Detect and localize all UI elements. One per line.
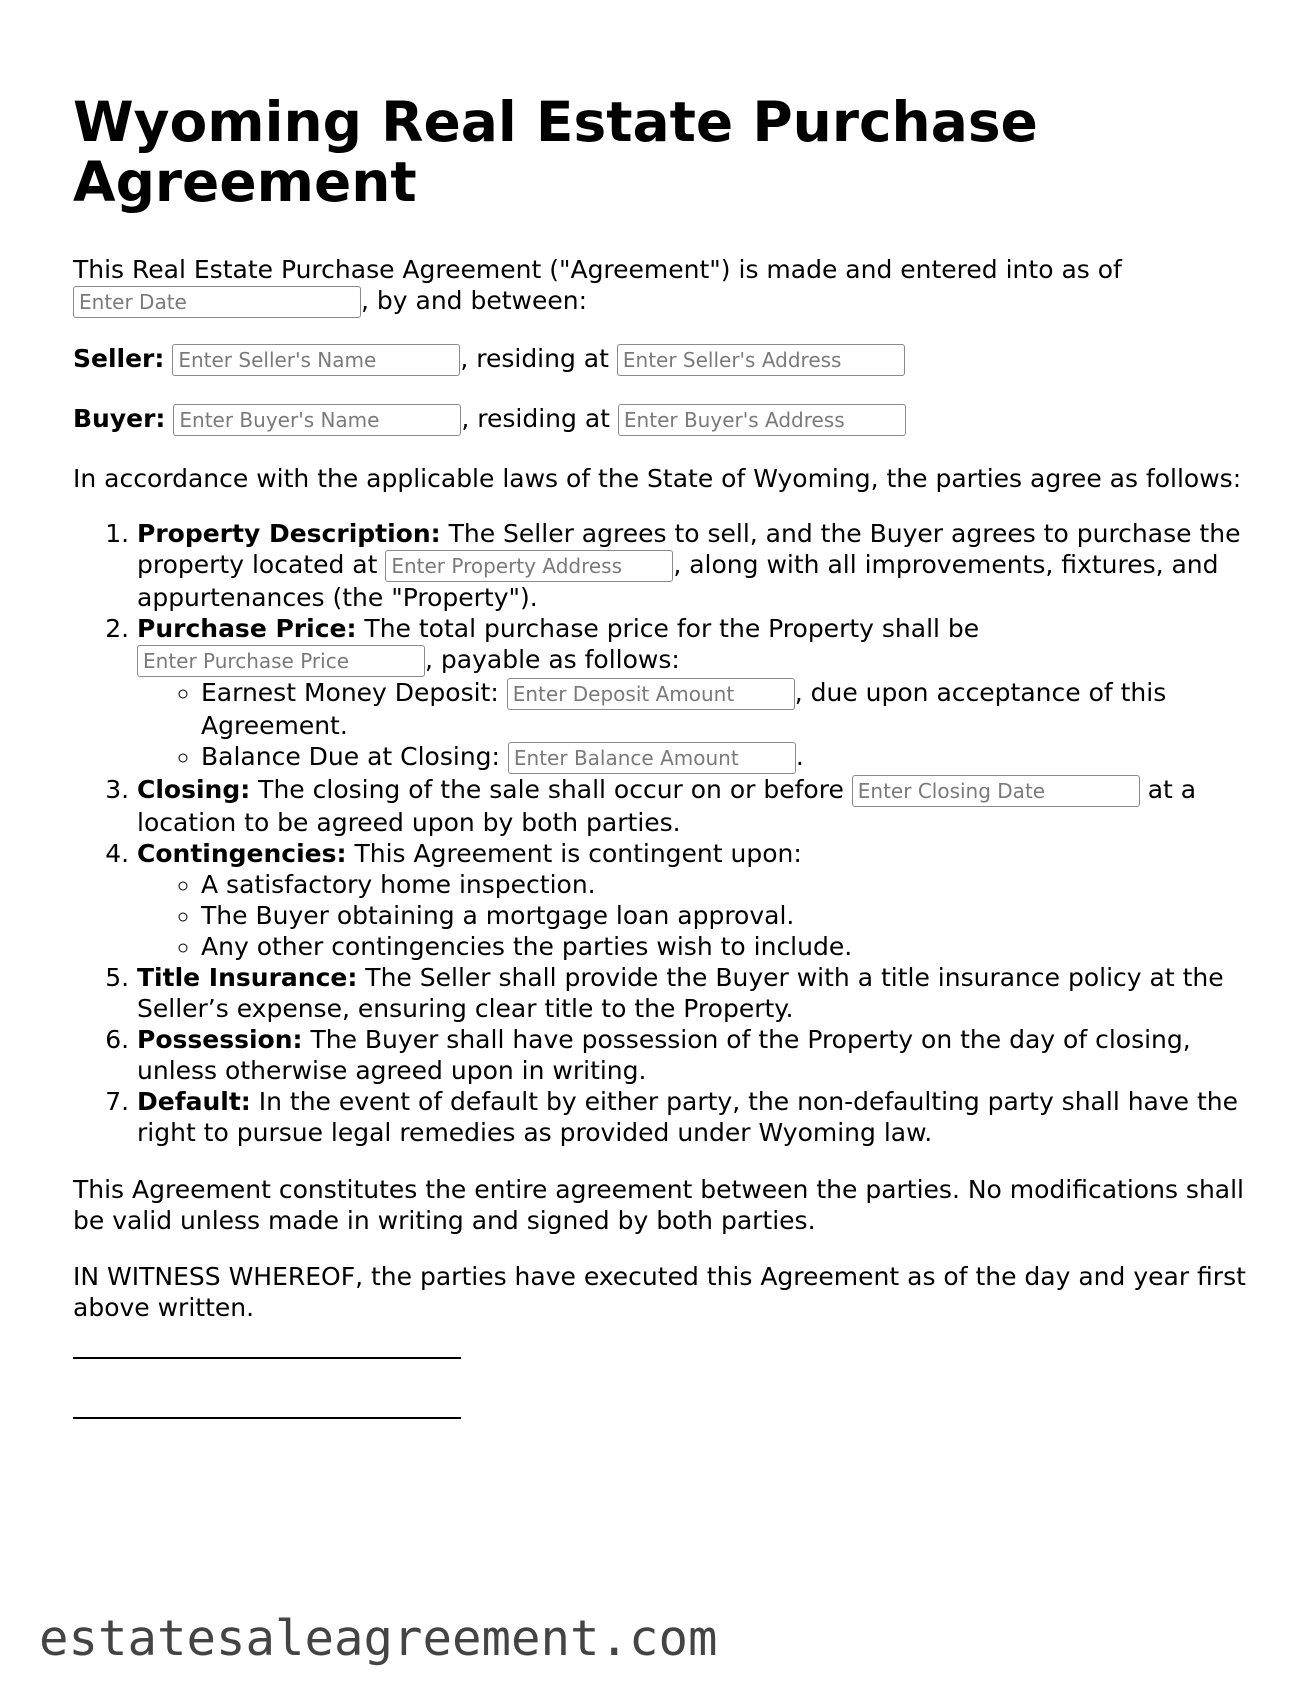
property-heading: Property Description: [137, 519, 441, 548]
deposit-amount-input[interactable] [507, 678, 795, 710]
contingency-item: ◦ Any other contingencies the parties wish to include. [201, 931, 1253, 962]
seller-label: Seller: [73, 344, 165, 373]
payment-list [137, 677, 1253, 774]
intro-text: This Real Estate Purchase Agreement ("Agreement") is made and entered into as of [73, 255, 1122, 284]
price-text: The total purchase price for the Property shall be [356, 614, 980, 643]
possession-text: The Buyer shall have possession of the Property on the day of closing, unless otherwise agreed upon in writing. [137, 1025, 1191, 1085]
default-heading: Default: [137, 1087, 251, 1116]
buyer-residing-text: , residing at [461, 404, 618, 433]
contingencies-list [137, 869, 1253, 962]
witness-paragraph: IN WITNESS WHEREOF, the parties have executed this Agreement as of the day and year first above written. [73, 1262, 1246, 1322]
site-watermark: estatesaleagreement.com [39, 1610, 718, 1667]
closing-heading: Closing: [137, 775, 251, 804]
seller-name-input[interactable] [172, 344, 460, 376]
term-price [137, 613, 1253, 774]
closing-date-input[interactable] [852, 775, 1140, 807]
deposit-text-after: , due upon acceptance of this Agreement. [201, 678, 1167, 740]
contingencies-text: This Agreement is contingent upon: [346, 839, 802, 868]
signature-line-seller [73, 1357, 461, 1359]
contingencies-heading: Contingencies: [137, 839, 347, 868]
balance-label: Balance Due at Closing: [201, 742, 508, 771]
page-title: Wyoming Real Estate Purchase Agreement [73, 90, 1038, 214]
term-contingencies [137, 838, 1253, 962]
term-possession [137, 1024, 1253, 1086]
contingency-item: ◦ A satisfactory home inspection. [201, 869, 1253, 900]
terms-list [73, 518, 1253, 1148]
seller-line [73, 343, 1253, 376]
closing-text-after: at a location to be agreed upon by both parties. [137, 775, 1197, 837]
intro-text-after: , by and between: [361, 286, 588, 315]
agreement-document [73, 92, 1253, 1477]
buyer-line [73, 403, 1253, 436]
price-text-after: , payable as follows: [425, 645, 680, 674]
purchase-price-input[interactable] [137, 645, 425, 677]
term-default [137, 1086, 1253, 1148]
property-address-input[interactable] [385, 550, 673, 582]
closing-text: The closing of the sale shall occur on or before [250, 775, 852, 804]
property-text: The Seller agrees to sell, and the Buyer agrees to purchase the property located at [137, 519, 1241, 579]
property-text-after: , along with all improvements, fixtures, and appurtenances (the "Property"). [137, 550, 1219, 612]
buyer-label: Buyer: [73, 404, 166, 433]
intro-paragraph [73, 254, 1253, 318]
title-insurance-text: The Seller shall provide the Buyer with a title insurance policy at the Seller’s expense, ensuring clear title to the Property. [137, 963, 1224, 1023]
balance-amount-input[interactable] [508, 742, 796, 774]
title-insurance-heading: Title Insurance: [137, 963, 358, 992]
buyer-name-input[interactable] [173, 404, 461, 436]
deposit-label: Earnest Money Deposit: [201, 678, 507, 707]
balance-item [201, 741, 1253, 774]
deposit-item [201, 677, 1253, 741]
balance-text-after: . [795, 742, 804, 771]
term-title-insurance [137, 962, 1253, 1024]
seller-address-input[interactable] [617, 344, 905, 376]
date-input[interactable] [73, 286, 361, 318]
signature-line-buyer [73, 1417, 461, 1419]
term-property [137, 518, 1253, 613]
price-heading: Purchase Price: [137, 614, 357, 643]
seller-residing-text: , residing at [460, 344, 617, 373]
laws-paragraph: In accordance with the applicable laws of the State of Wyoming, the parties agree as follows: [73, 464, 1242, 493]
entire-agreement-paragraph: This Agreement constitutes the entire agreement between the parties. No modifications shall be valid unless made in writing and signed by both parties. [73, 1175, 1244, 1235]
contingency-item: ◦ The Buyer obtaining a mortgage loan approval. [201, 900, 1253, 931]
buyer-address-input[interactable] [618, 404, 906, 436]
possession-heading: Possession: [137, 1025, 303, 1054]
term-closing [137, 774, 1253, 838]
default-text: In the event of default by either party, the non-defaulting party shall have the right to pursue legal remedies as provided under Wyoming law. [137, 1087, 1239, 1147]
